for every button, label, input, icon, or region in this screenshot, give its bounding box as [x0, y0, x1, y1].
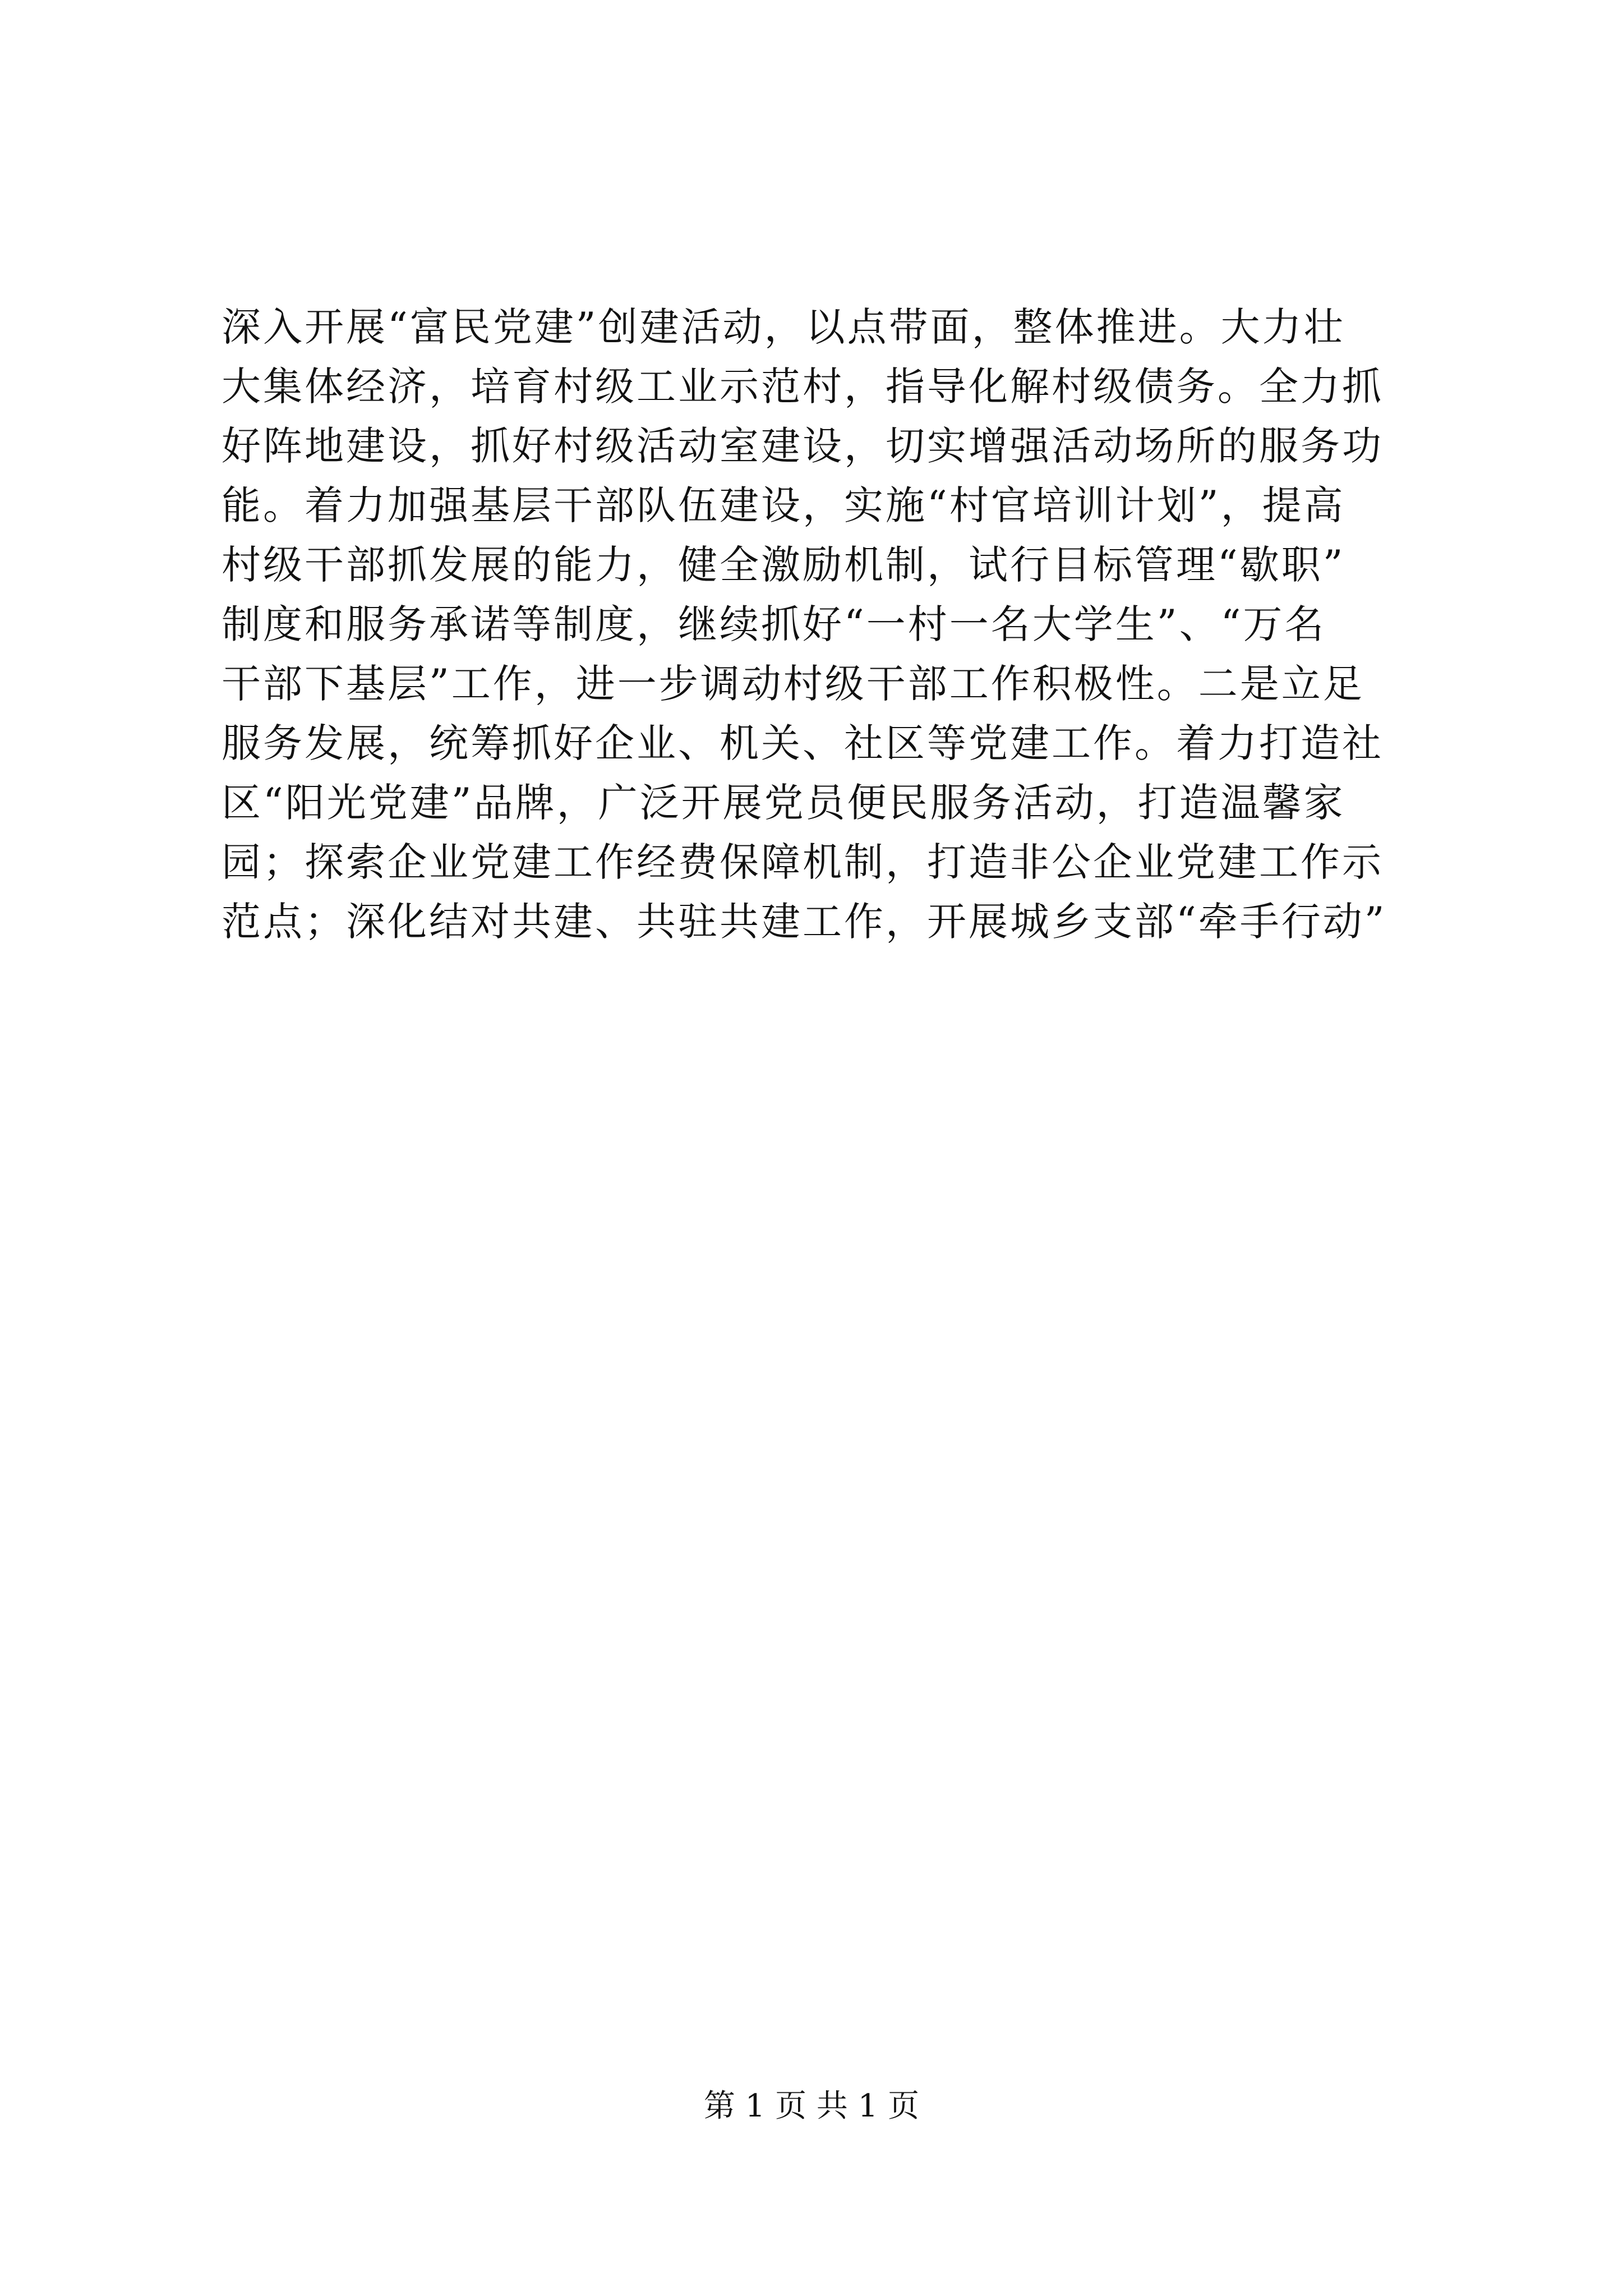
text-line: 干部下基层”工作，进一步调动村级干部工作积极性。二是立足: [222, 661, 1364, 707]
text-line: 深入开展“富民党建”创建活动，以点带面，整体推进。大力壮: [222, 304, 1345, 350]
text-line: 村级干部抓发展的能力，健全激励机制，试行目标管理“歇职”: [222, 542, 1345, 588]
page-footer: [0, 2087, 1623, 2126]
text-line: 区“阳光党建”品牌，广泛开展党员便民服务活动，打造温馨家: [222, 780, 1345, 826]
text-line: 园；探索企业党建工作经费保障机制，打造非公企业党建工作示: [222, 839, 1384, 885]
text-line: 好阵地建设，抓好村级活动室建设，切实增强活动场所的服务功: [222, 423, 1384, 469]
body-paragraph: [222, 297, 1410, 951]
page-number-label: 第 1 页 共 1 页: [703, 2088, 920, 2124]
text-line: 制度和服务承诺等制度，继续抓好“一村一名大学生”、“万名: [222, 601, 1326, 647]
text-line: 大集体经济，培育村级工业示范村，指导化解村级债务。全力抓: [222, 364, 1384, 409]
text-line: 范点；深化结对共建、共驻共建工作，开展城乡支部“牵手行动”: [222, 899, 1387, 945]
text-line: 能。着力加强基层干部队伍建设，实施“村官培训计划”，提高: [222, 482, 1345, 528]
text-line: 服务发展，统筹抓好企业、机关、社区等党建工作。着力打造社: [222, 720, 1384, 766]
